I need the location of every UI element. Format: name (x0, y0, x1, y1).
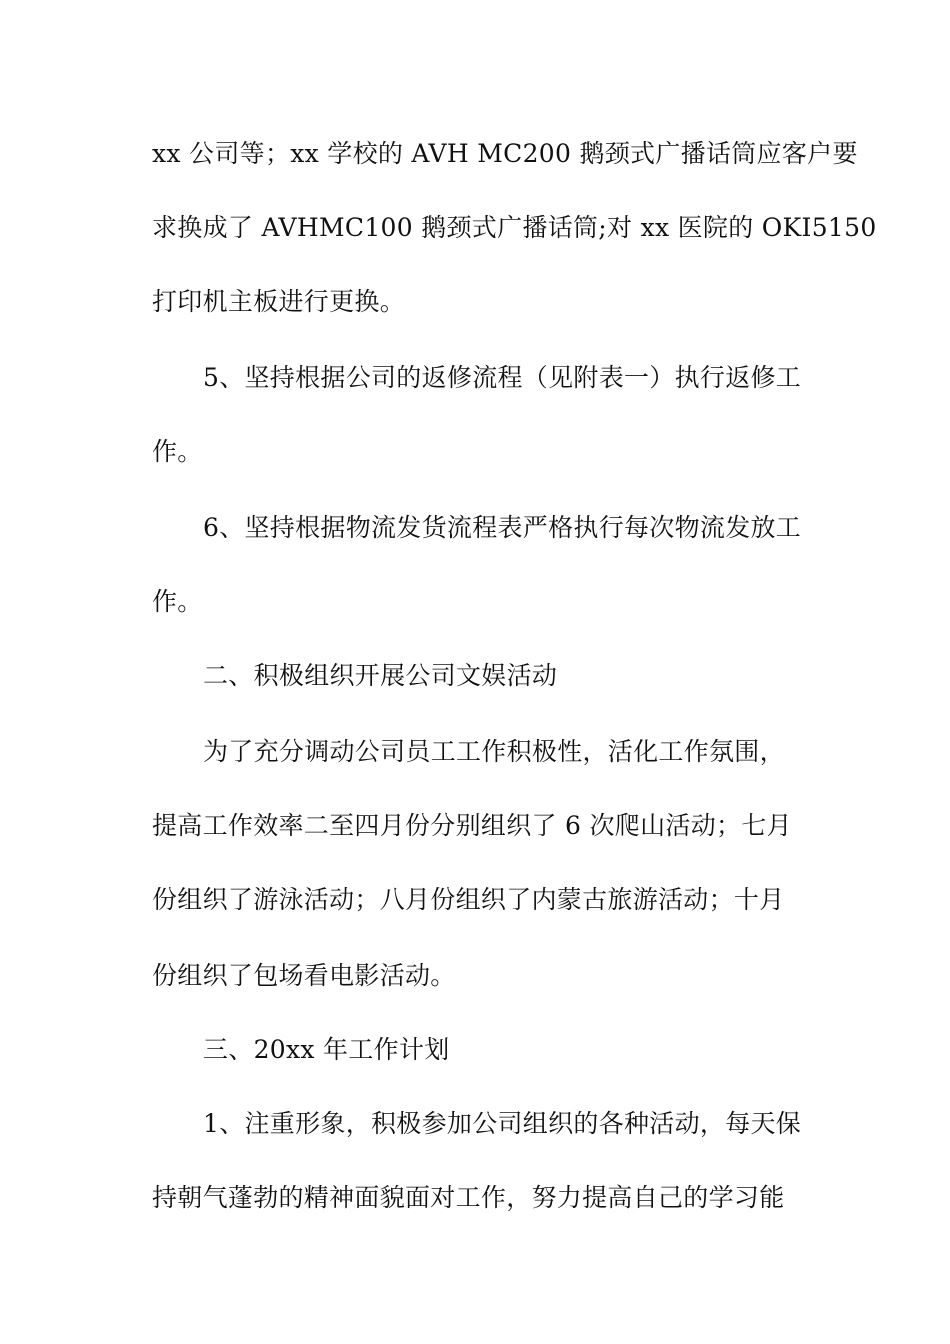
text-line: 份组织了包场看电影活动。 (152, 961, 456, 990)
section-heading: 二、积极组织开展公司文娱活动 (203, 661, 558, 690)
text-line: 作。 (152, 437, 203, 466)
text-line: 求换成了 AVHMC100 鹅颈式广播话筒;对 xx 医院的 OKI5150 (152, 213, 877, 242)
text-line: 5、坚持根据公司的返修流程（见附表一）执行返修工 (203, 363, 802, 392)
text-line: 打印机主板进行更换。 (152, 287, 406, 316)
text-line: 提高工作效率二至四月份分别组织了 6 次爬山活动；七月 (152, 811, 792, 840)
text-line: 持朝气蓬勃的精神面貌面对工作，努力提高自己的学习能 (152, 1183, 785, 1212)
text-line: xx 公司等；xx 学校的 AVH MC200 鹅颈式广播话筒应客户要 (152, 139, 858, 168)
text-line: 1、注重形象，积极参加公司组织的各种活动，每天保 (203, 1109, 802, 1138)
text-line: 作。 (152, 587, 203, 616)
text-line: 份组织了游泳活动；八月份组织了内蒙古旅游活动；十月 (152, 885, 785, 914)
section-heading: 三、20xx 年工作计划 (203, 1035, 450, 1064)
text-line: 为了充分调动公司员工工作积极性，活化工作氛围， (203, 737, 785, 766)
text-line: 6、坚持根据物流发货流程表严格执行每次物流发放工 (203, 513, 802, 542)
